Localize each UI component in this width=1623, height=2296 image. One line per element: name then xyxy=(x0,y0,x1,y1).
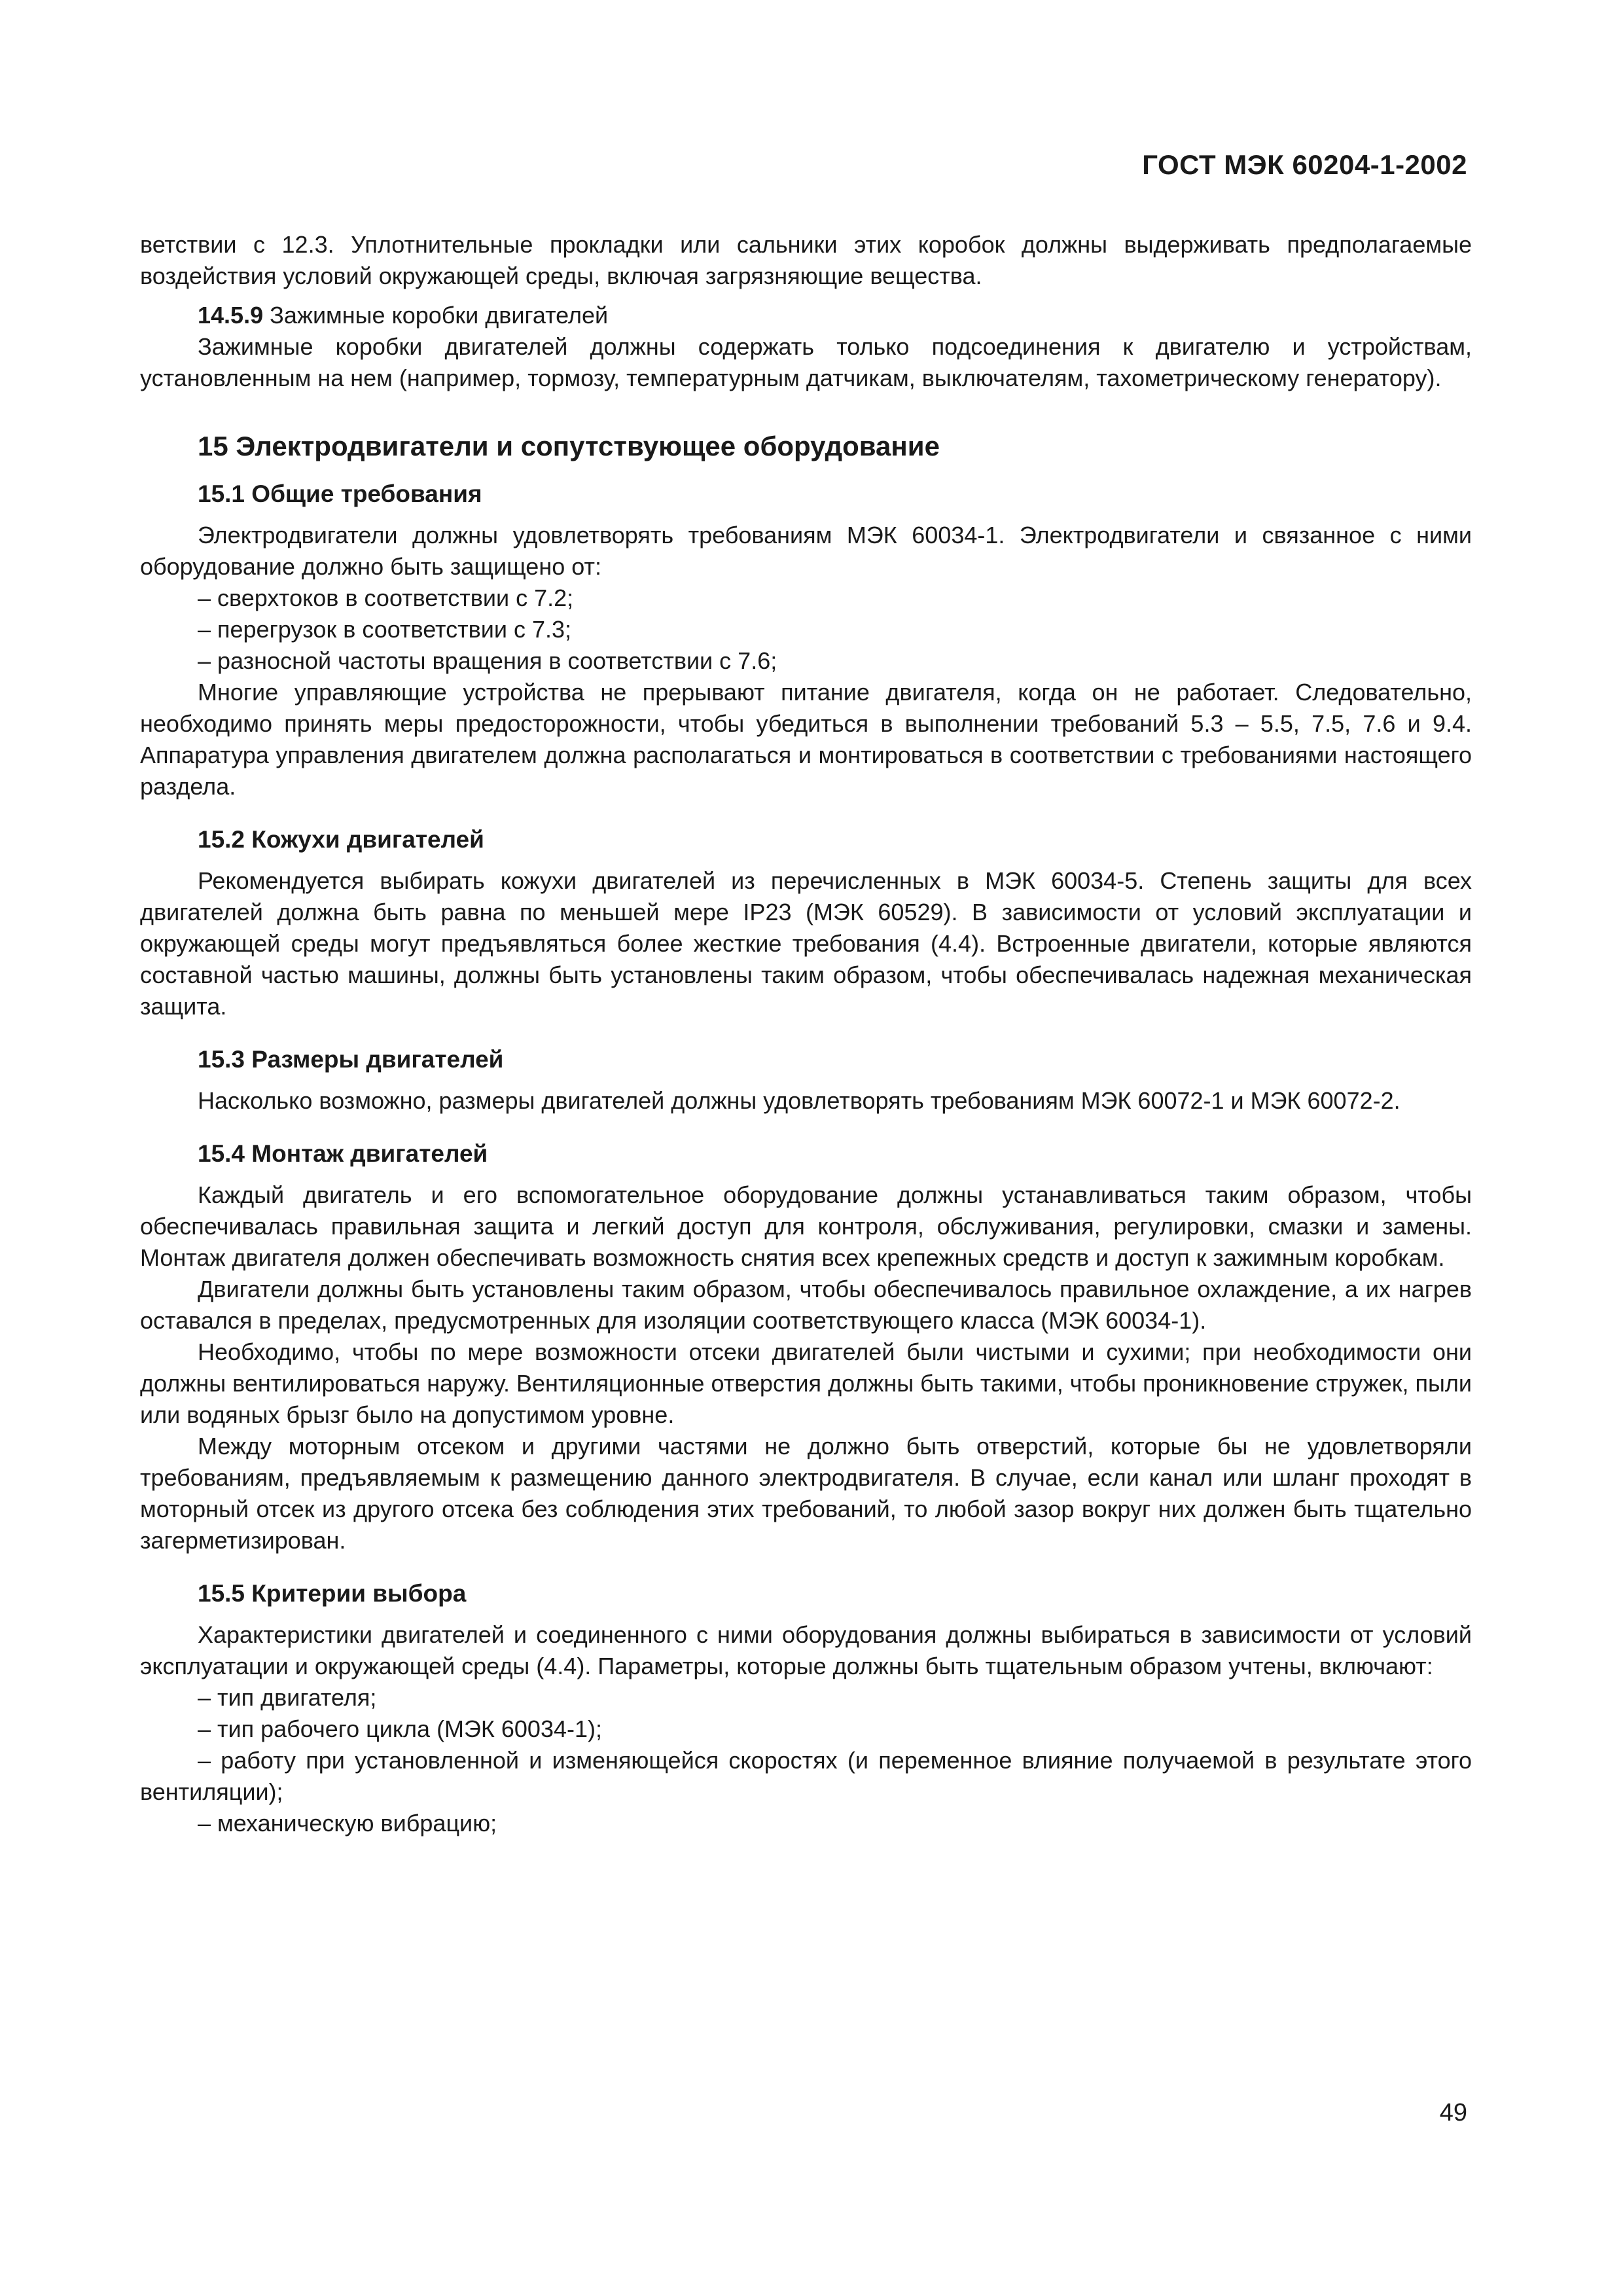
list-item: – перегрузок в соответствии с 7.3; xyxy=(198,616,571,643)
s15-4-paragraph-3: Необходимо, чтобы по мере возможности отсеки двигателей были чистыми и сухими; при необходимости они должны вентилироваться наружу. Вентиляционные отверстия должны быть такими, чтобы проникновение стружек, пыли или водяных брызг было на допустимом уровне. xyxy=(140,1338,1472,1428)
s15-5-paragraph-1: Характеристики двигателей и соединенного с ними оборудования должны выбираться в зависимости от условий эксплуатации и окружающей среды (4.4). Параметры, которые должны быть тщательным образом учтены, включают: xyxy=(140,1621,1472,1679)
s15-4-paragraph-2: Двигатели должны быть установлены таким образом, чтобы обеспечивалось правильное охлаждение, а их нагрев оставался в пределах, предусмотренных для изоляции соответствующего класса (МЭК 60034-1). xyxy=(140,1276,1472,1334)
list-item: – работу при установленной и изменяющейся скоростях (и переменное влияние получаемой в результате этого вентиляции); xyxy=(140,1747,1472,1805)
s15-4-paragraph-1: Каждый двигатель и его вспомогательное оборудование должны устанавливаться таким образом, чтобы обеспечивалась правильная защита и легкий доступ для контроля, обслуживания, регулировки, смазки и замены. Монтаж двигателя должен обеспечивать возможность снятия всех крепежных средств и доступ к зажимным коробкам. xyxy=(140,1181,1472,1271)
s15-3-paragraph-1: Насколько возможно, размеры двигателей должны удовлетворять требованиям МЭК 60072-1 и МЭК 60072-2. xyxy=(198,1087,1400,1114)
clause-14-5-9-heading xyxy=(140,300,1472,331)
clause-title: Зажимные коробки двигателей xyxy=(263,302,609,329)
page-number: 49 xyxy=(1439,2099,1467,2126)
list-item: – тип двигателя; xyxy=(198,1684,377,1711)
s15-4-paragraph-4: Между моторным отсеком и другими частями не должно быть отверстий, которые бы не удовлетворяли требованиям, предъявляемым к размещению данного электродвигателя. В случае, если канал или шланг проходят в моторный отсек из другого отсека без соблюдения этих требований, то любой зазор вокруг них должен быть тщательно загерметизирован. xyxy=(140,1433,1472,1554)
subsection-15-4-title: 15.4 Монтаж двигателей xyxy=(198,1140,488,1167)
s15-2-paragraph-1: Рекомендуется выбирать кожухи двигателей из перечисленных в МЭК 60034-5. Степень защиты для всех двигателей должна быть равна по меньшей мере IP23 (МЭК 60529). В зависимости от условий эксплуатации и окружающей среды могут предъявляться более жесткие требования (4.4). Встроенные двигатели, которые являются составной частью машины, должны быть установлены таким образом, чтобы обеспечивалась надежная механическая защита. xyxy=(140,867,1472,1020)
clause-14-5-9-text: Зажимные коробки двигателей должны содержать только подсоединения к двигателю и устройствам, установленным на нем (например, тормозу, температурным датчикам, выключателям, тахометрическому генератору). xyxy=(140,333,1472,391)
subsection-15-3-title: 15.3 Размеры двигателей xyxy=(198,1046,504,1073)
subsection-15-5-title: 15.5 Критерии выбора xyxy=(198,1580,467,1607)
continuation-paragraph: ветствии с 12.3. Уплотнительные прокладки или сальники этих коробок должны выдерживать предполагаемые воздействия условий окружающей среды, включая загрязняющие вещества. xyxy=(140,231,1472,289)
s15-1-paragraph-2: Многие управляющие устройства не прерывают питание двигателя, когда он не работает. Следовательно, необходимо принять меры предосторожности, чтобы убедиться в выполнении требований 5.3 – 5.5, 7.5, 7.6 и 9.4. Аппаратура управления двигателем должна располагаться и монтироваться в соответствии с требованиями настоящего раздела. xyxy=(140,679,1472,800)
subsection-15-2-title: 15.2 Кожухи двигателей xyxy=(198,826,484,853)
clause-number: 14.5.9 xyxy=(198,302,264,329)
document-header: ГОСТ МЭК 60204-1-2002 xyxy=(1142,149,1467,180)
subsection-15-1-title: 15.1 Общие требования xyxy=(198,480,482,507)
list-item: – разносной частоты вращения в соответствии с 7.6; xyxy=(198,647,777,674)
s15-1-paragraph-1: Электродвигатели должны удовлетворять требованиям МЭК 60034-1. Электродвигатели и связанное с ними оборудование должно быть защищено от: xyxy=(140,522,1472,580)
list-item: – механическую вибрацию; xyxy=(198,1810,497,1837)
body-content xyxy=(140,229,1472,1839)
list-item: – сверхтоков в соответствии с 7.2; xyxy=(198,584,574,611)
section-15-title: 15 Электродвигатели и сопутствующее оборудование xyxy=(198,431,940,461)
list-item: – тип рабочего цикла (МЭК 60034-1); xyxy=(198,1715,602,1742)
